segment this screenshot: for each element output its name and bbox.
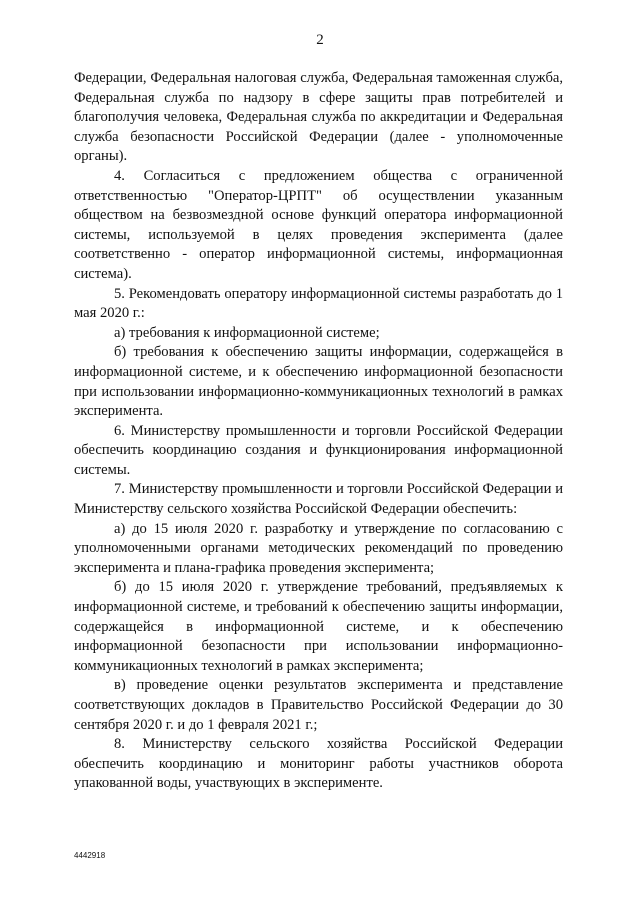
paragraph-item-7: 7. Министерству промышленности и торговли Российской Федерации и Министерству сельского хозяйства Российской Федерации обеспечить: bbox=[74, 481, 563, 518]
paragraph-item-5a: а) требования к информационной системе; bbox=[114, 324, 380, 341]
paragraph-item-7a: а) до 15 июля 2020 г. разработку и утверждение по согласованию с уполномоченными органами методических рекомендаций по проведению эксперимента и плана-графика проведения эксперимента; bbox=[74, 520, 563, 576]
paragraph-item-4: 4. Согласиться с предложением общества с ограниченной ответственностью "Оператор-ЦРПТ" об осуществлении указанным обществом на безвозмездной основе функций оператора информационной системы, используемой в целях проведения эксперимента (далее соответственно - оператор информационной системы, информационная система). bbox=[74, 167, 563, 282]
page-number: 2 bbox=[316, 32, 324, 48]
paragraph-item-5b: б) требования к обеспечению защиты информации, содержащейся в информационной системе, и к обеспечению информационной безопасности при использовании информационно-коммуникационных технологий в рамках эксперимента. bbox=[74, 344, 563, 420]
document-body bbox=[74, 69, 563, 794]
paragraph-item-6: 6. Министерству промышленности и торговли Российской Федерации обеспечить координацию создания и функционирования информационной системы. bbox=[74, 422, 563, 478]
paragraph-item-7v: в) проведение оценки результатов эксперимента и представление соответствующих докладов в Правительство Российской Федерации до 30 сентября 2020 г. и до 1 февраля 2021 г.; bbox=[74, 677, 563, 733]
paragraph-item-8: 8. Министерству сельского хозяйства Российской Федерации обеспечить координацию и мониторинг работы участников оборота упакованной воды, участвующих в эксперименте. bbox=[74, 736, 563, 792]
paragraph-item-7b: б) до 15 июля 2020 г. утверждение требований, предъявляемых к информационной системе, и требований к обеспечению защиты информации, содержащейся в информационной системе, и к обеспечению информационной безопасности при использовании информационно-коммуникационных технологий в рамках эксперимента; bbox=[74, 579, 563, 674]
paragraph-continuation: Федерации, Федеральная налоговая служба, Федеральная таможенная служба, Федеральная служба по надзору в сфере защиты прав потребителей и благополучия человека, Федеральная служба по аккредитации и Федеральная служба безопасности Российской Федерации (далее - уполномоченные органы). bbox=[74, 70, 563, 165]
document-code: 4442918 bbox=[74, 851, 106, 860]
paragraph-item-5: 5. Рекомендовать оператору информационной системы разработать до 1 мая 2020 г.: bbox=[74, 285, 563, 322]
